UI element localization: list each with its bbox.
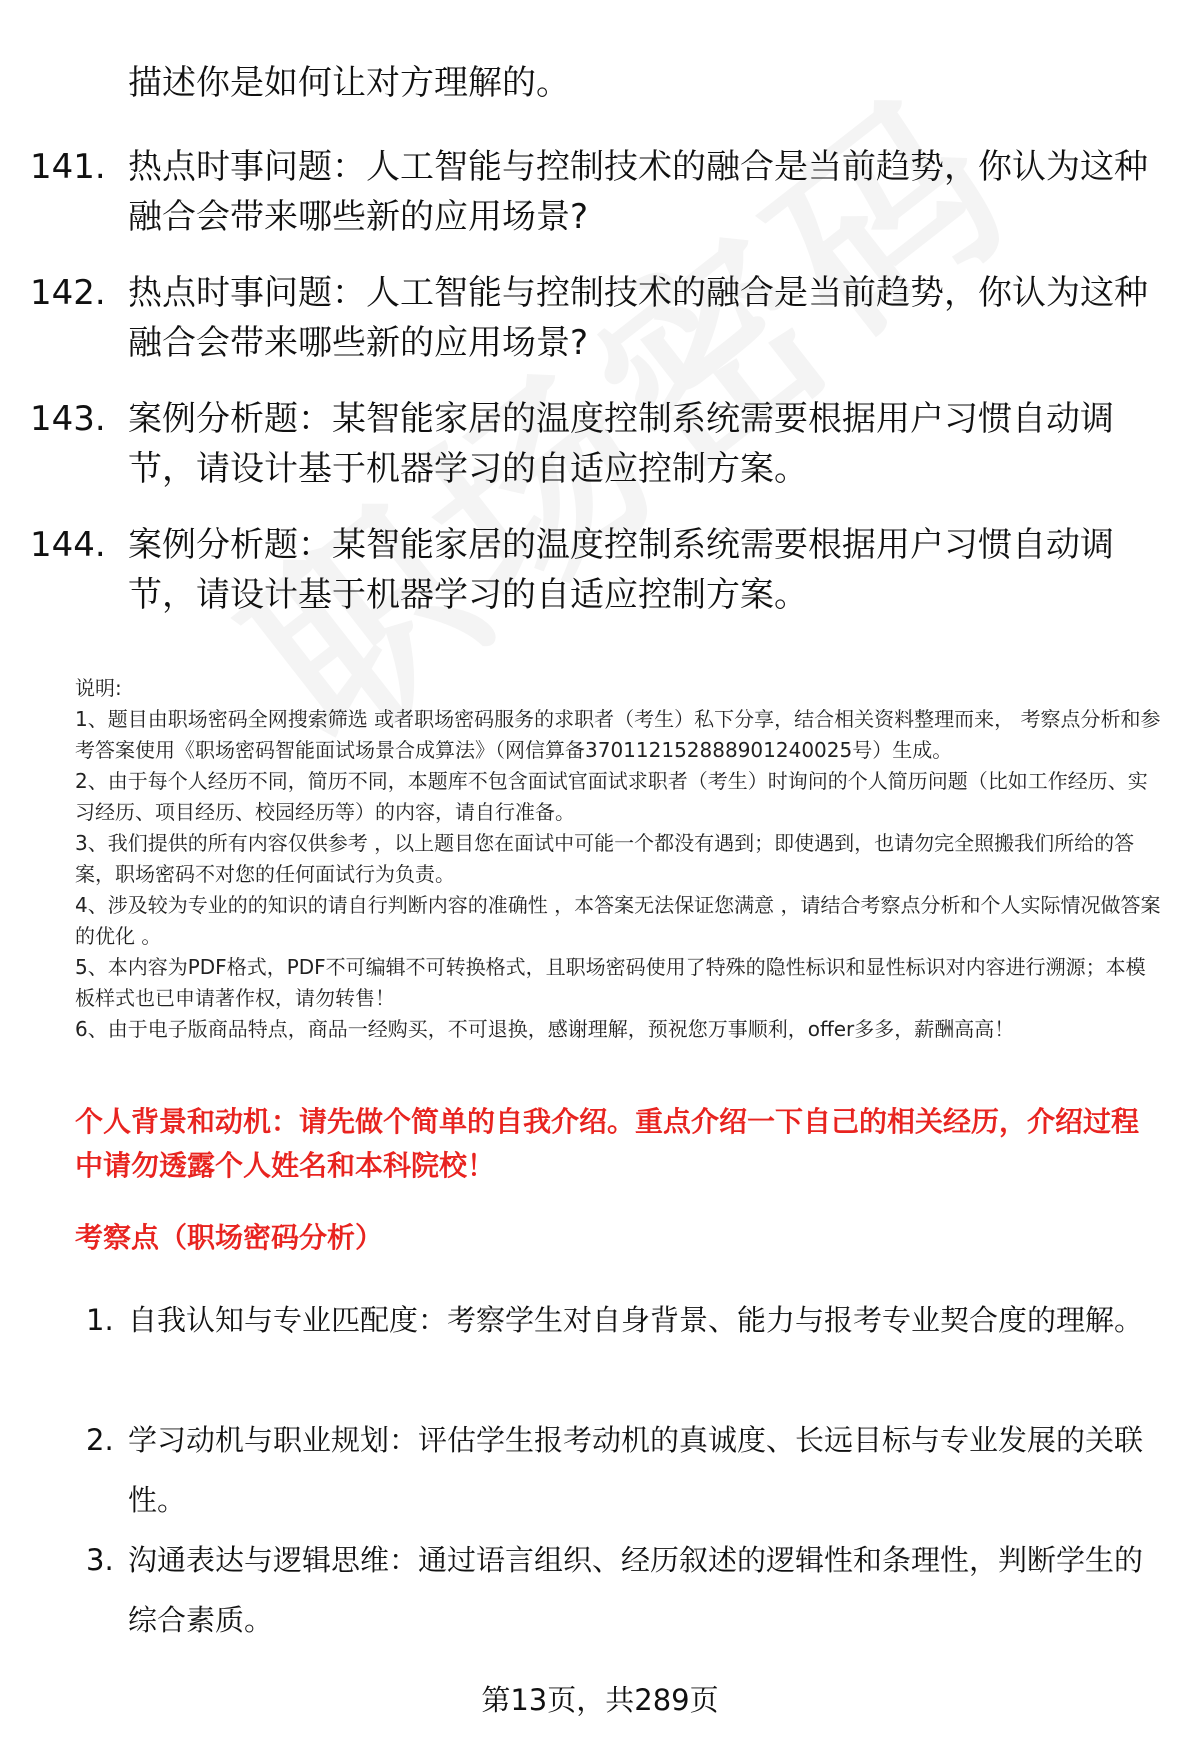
point-number: 3. — [86, 1543, 114, 1577]
note-item: 4、涉及较为专业的的知识的请自行判断内容的准确性 ，本答案无法保证您满意 ，请结合考察点分析和个人实际情况做答案的优化 。 — [75, 893, 1161, 948]
question-text: 热点时事问题：人工智能与控制技术的融合是当前趋势，你认为这种融合会带来哪些新的应用场景? — [128, 147, 1148, 237]
question-number: 143. — [30, 399, 106, 439]
continued-question-text: 描述你是如何让对方理解的。 — [128, 63, 570, 103]
question-number: 144. — [30, 525, 106, 565]
question-item — [0, 268, 1200, 394]
point-number: 2. — [86, 1423, 114, 1457]
analysis-point — [0, 1410, 1200, 1530]
note-item: 2、由于每个人经历不同，简历不同，本题库不包含面试官面试求职者（考生）时询问的个人简历问题（比如工作经历、实习经历、项目经历、校园经历等）的内容，请自行准备。 — [75, 769, 1148, 824]
note-item: 6、由于电子版商品特点，商品一经购买，不可退换，感谢理解，预祝您万事顺利，offer多多，薪酬高高！ — [75, 1017, 1015, 1041]
note-item: 5、本内容为PDF格式，PDF不可编辑不可转换格式，且职场密码使用了特殊的隐性标识和显性标识对内容进行溯源；本模板样式也已申请著作权，请勿转售！ — [75, 955, 1146, 1010]
question-item — [0, 520, 1200, 646]
disclaimer-notes — [75, 673, 1165, 1045]
question-item — [0, 394, 1200, 520]
analysis-point — [0, 1530, 1200, 1650]
page-number-footer: 第13页，共289页 — [481, 1683, 719, 1717]
analysis-point — [0, 1290, 1200, 1410]
notes-title: 说明: — [75, 676, 122, 700]
note-item: 3、我们提供的所有内容仅供参考 ，以上题目您在面试中可能一个都没有遇到；即使遇到，也请勿完全照搬我们所给的答案，职场密码不对您的任何面试行为负责。 — [75, 831, 1135, 886]
point-number: 1. — [86, 1303, 114, 1337]
question-number: 141. — [30, 147, 106, 187]
note-item: 1、题目由职场密码全网搜索筛选 或者职场密码服务的求职者（考生）私下分享，结合相关资料整理而来， 考察点分析和参考答案使用《职场密码智能面试场景合成算法》（网信算备370112152888901240025号）生成。 — [75, 707, 1161, 762]
question-text: 案例分析题：某智能家居的温度控制系统需要根据用户习惯自动调节，请设计基于机器学习的自适应控制方案。 — [128, 525, 1114, 615]
analysis-points-list — [0, 1290, 1200, 1650]
point-text: 沟通表达与逻辑思维：通过语言组织、经历叙述的逻辑性和条理性，判断学生的综合素质。 — [128, 1543, 1144, 1637]
analysis-heading: 考察点（职场密码分析） — [75, 1221, 384, 1254]
question-text: 案例分析题：某智能家居的温度控制系统需要根据用户习惯自动调节，请设计基于机器学习的自适应控制方案。 — [128, 399, 1114, 489]
question-list — [0, 142, 1200, 646]
question-text: 热点时事问题：人工智能与控制技术的融合是当前趋势，你认为这种融合会带来哪些新的应用场景? — [128, 273, 1148, 363]
featured-question: 个人背景和动机：请先做个简单的自我介绍。重点介绍一下自己的相关经历，介绍过程中请勿透露个人姓名和本科院校！ — [75, 1105, 1140, 1182]
point-text: 自我认知与专业匹配度：考察学生对自身背景、能力与报考专业契合度的理解。 — [128, 1303, 1144, 1337]
question-item — [0, 142, 1200, 268]
point-text: 学习动机与职业规划：评估学生报考动机的真诚度、长远目标与专业发展的关联性。 — [128, 1423, 1144, 1517]
question-number: 142. — [30, 273, 106, 313]
